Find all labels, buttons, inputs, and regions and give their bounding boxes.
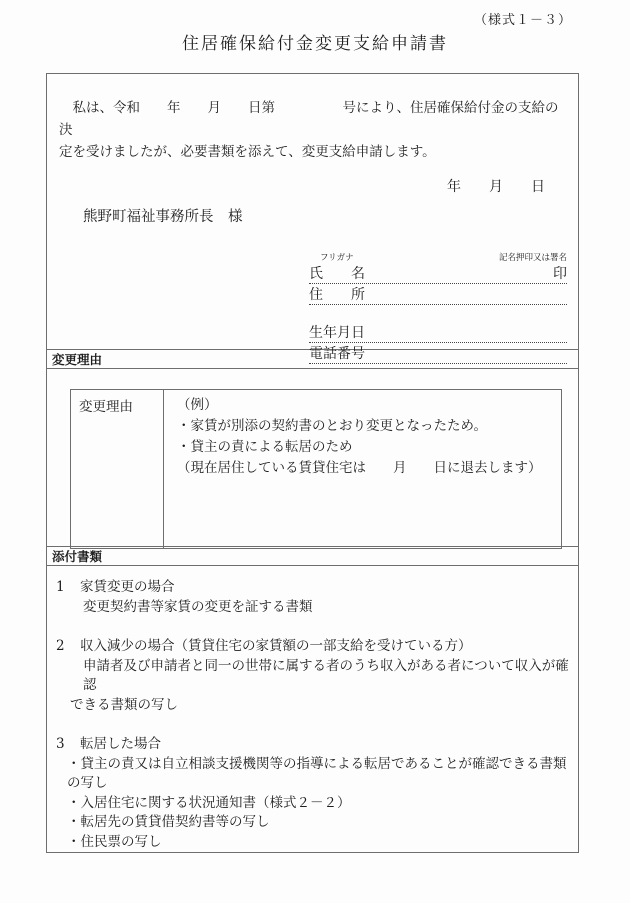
reason-example-line: ・家賃が別添の契約書のとおり変更となったため。 (177, 418, 487, 435)
attachment-item-line: ・転居先の賃貸借契約書等の写し (67, 814, 270, 830)
form-code: （様式１－３） (473, 13, 572, 28)
furigana-label: フリガナ (320, 253, 354, 263)
attachment-item-title: 収入減少の場合（賃貸住宅の家賃額の一部支給を受けている方） (80, 638, 472, 654)
birthdate-field-row (309, 322, 567, 343)
name-label: 氏 名 (309, 266, 365, 282)
attachment-item-number: 3 (56, 736, 65, 752)
reason-example-line: （例） (177, 397, 218, 414)
intro-paragraph (59, 97, 568, 163)
intro-line-2: 定を受けましたが、必要書類を添えて、変更支給申請します。 (59, 144, 436, 160)
attachment-item-title: 家賃変更の場合 (80, 579, 175, 595)
address-label: 住 所 (309, 287, 365, 303)
attachment-item-line: ・貸主の責又は自立相談支援機関等の指導による転居であることが確認できる書類の写し (67, 755, 567, 791)
attachment-item-line: 変更契約書等家賃の変更を証する書類 (83, 598, 313, 615)
attachment-item-title: 転居した場合 (80, 736, 161, 752)
sign-note-label: 記名押印又は署名 (498, 253, 567, 263)
attachment-item-line: ・入居住宅に関する状況通知書（様式２－２） (67, 794, 351, 811)
attachment-item-number: 1 (56, 579, 65, 595)
phone-field-row (309, 343, 567, 364)
reason-section (47, 369, 578, 546)
addressee: 熊野町福祉事務所長 様 (83, 209, 243, 225)
attachment-item-line: 申請者及び申請者と同一の世帯に属する者のうち収入がある者について収入が確認 (83, 657, 569, 693)
attachment-item-head (47, 578, 578, 598)
applicant-notes-row (309, 251, 567, 263)
application-date-field: 年 月 日 (447, 179, 545, 195)
seal-mark: 印 (553, 266, 567, 282)
name-field-row (309, 263, 567, 284)
attachment-item-line: ・住民票の写し (67, 833, 162, 850)
attachment-item-head (47, 735, 578, 755)
birthdate-label: 生年月日 (309, 325, 365, 341)
section-header-reason: 変更理由 (47, 349, 578, 369)
attachment-item-3 (47, 735, 578, 852)
applicant-info-block (309, 251, 567, 364)
attachment-item-1 (47, 578, 578, 617)
application-form-box (46, 73, 579, 853)
intro-line-1: 私は、令和 年 月 日第 号により、住居確保給付金の支給の決 (59, 100, 559, 138)
address-field-row (309, 284, 567, 305)
attachment-item-number: 2 (56, 638, 65, 654)
attachment-item-2 (47, 637, 578, 715)
attachment-item-head (47, 637, 578, 657)
section-header-attachments: 添付書類 (47, 546, 578, 566)
attachment-item-line: できる書類の写し (70, 696, 178, 713)
reason-example-line: （現在居住している賃貸住宅は 月 日に退去します） (177, 460, 542, 477)
form-title: 住居確保給付金変更支給申請書 (182, 34, 448, 54)
reason-table (70, 389, 562, 549)
reason-example-line: ・貸主の責による転居のため (177, 439, 353, 456)
attachments-section (47, 566, 578, 852)
reason-row-label-cell: 変更理由 (71, 390, 164, 548)
phone-label: 電話番号 (309, 346, 365, 362)
field-gap (309, 305, 567, 322)
reason-example-cell (164, 390, 561, 548)
